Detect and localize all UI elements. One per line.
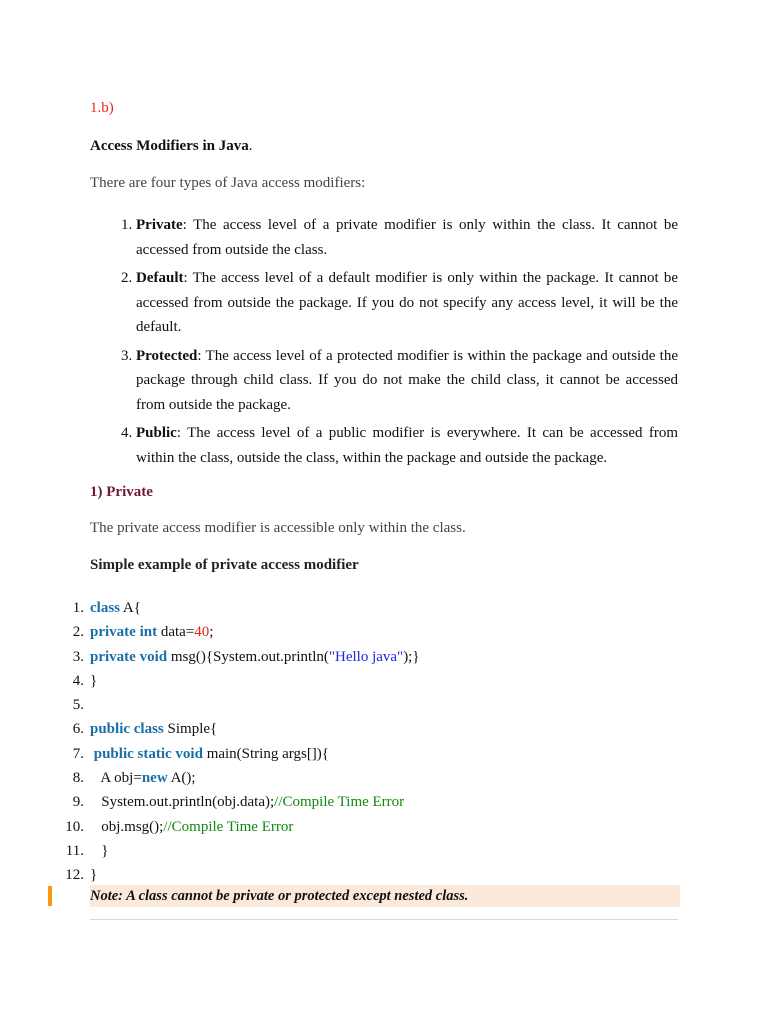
code-text bbox=[90, 669, 97, 693]
code-token: obj.msg(); bbox=[90, 818, 164, 835]
code-text bbox=[90, 742, 329, 766]
code-token: private int bbox=[90, 624, 158, 641]
code-text bbox=[90, 620, 213, 644]
code-line bbox=[0, 839, 700, 863]
code-token: A obj= bbox=[90, 770, 142, 787]
code-token: A(); bbox=[167, 770, 196, 787]
code-token: public static void bbox=[93, 745, 203, 762]
code-token: } bbox=[90, 672, 98, 689]
horizontal-divider bbox=[90, 919, 678, 920]
line-number: 4. bbox=[72, 672, 84, 689]
code-text bbox=[90, 596, 141, 620]
intro-text: There are four types of Java access modifiers: bbox=[90, 175, 366, 191]
code-token: public class bbox=[90, 721, 164, 738]
code-token: Simple{ bbox=[163, 721, 218, 738]
code-token: A{ bbox=[120, 600, 141, 616]
code-token: 40 bbox=[194, 624, 210, 641]
code-token: data= bbox=[157, 624, 195, 641]
modifier-term: Public bbox=[136, 425, 177, 441]
section-title: 1) Private bbox=[90, 484, 153, 500]
code-line bbox=[0, 863, 700, 887]
modifier-description: : The access level of a protected modifier is within the package and outside the package through child class. If you do not make the child class, it cannot be accessed from outside the package. bbox=[136, 347, 678, 413]
code-text bbox=[90, 863, 97, 887]
code-line bbox=[0, 645, 700, 669]
code-token: "Hello java" bbox=[328, 648, 404, 665]
code-text bbox=[90, 645, 420, 669]
code-token: ; bbox=[209, 624, 214, 641]
code-line bbox=[0, 620, 700, 644]
modifiers-list bbox=[90, 213, 678, 474]
code-block bbox=[0, 596, 700, 888]
line-number: 1. bbox=[72, 600, 84, 616]
line-number: 5. bbox=[72, 697, 84, 714]
code-token: //Compile Time Error bbox=[163, 818, 294, 835]
code-line bbox=[0, 790, 700, 814]
code-text bbox=[90, 790, 404, 814]
code-line bbox=[0, 766, 700, 790]
modifier-term: Default bbox=[136, 270, 184, 286]
code-token: private void bbox=[90, 648, 168, 665]
code-token: } bbox=[90, 867, 98, 884]
line-number: 7. bbox=[72, 745, 84, 762]
section-subtitle: Simple example of private access modifier bbox=[90, 557, 359, 573]
code-token: class bbox=[90, 600, 120, 616]
page-title bbox=[90, 138, 252, 155]
title-period: . bbox=[248, 138, 253, 154]
line-number: 11. bbox=[65, 842, 84, 859]
title-text: Access Modifiers in Java bbox=[90, 138, 249, 154]
line-number: 9. bbox=[72, 794, 84, 811]
code-line bbox=[0, 693, 700, 717]
code-line bbox=[0, 717, 700, 741]
code-line bbox=[0, 742, 700, 766]
code-text bbox=[90, 839, 108, 863]
modifier-description: : The access level of a default modifier is only within the package. It cannot be accessed from outside the package. If you do not specify any access level, it will be the default. bbox=[136, 270, 678, 335]
list-item bbox=[136, 266, 678, 340]
line-number: 2. bbox=[72, 624, 84, 641]
line-number: 10. bbox=[65, 818, 84, 835]
code-token: //Compile Time Error bbox=[274, 794, 405, 811]
line-number: 8. bbox=[72, 770, 84, 787]
note-accent-bar bbox=[48, 886, 52, 906]
list-item bbox=[136, 344, 678, 418]
line-number: 3. bbox=[72, 648, 84, 665]
code-token: main(String args[]){ bbox=[202, 745, 330, 762]
code-token: System.out.println(obj.data); bbox=[90, 794, 275, 811]
code-line bbox=[0, 815, 700, 839]
code-text bbox=[90, 766, 196, 790]
modifier-description: : The access level of a private modifier is only within the class. It cannot be accessed from outside the class. bbox=[136, 217, 678, 258]
question-number: 1.b) bbox=[90, 100, 114, 116]
code-token: } bbox=[90, 842, 109, 859]
line-number: 6. bbox=[72, 721, 84, 738]
code-token: msg(){System.out.println( bbox=[167, 648, 329, 665]
code-token: );} bbox=[403, 648, 420, 665]
list-item bbox=[136, 421, 678, 470]
note-box: Note: A class cannot be private or protected except nested class. bbox=[90, 885, 680, 907]
code-line bbox=[0, 669, 700, 693]
line-number: 12. bbox=[65, 867, 84, 884]
modifier-description: : The access level of a public modifier is everywhere. It can be accessed from within the class, outside the class, within the package and outside the package. bbox=[136, 425, 678, 466]
code-line bbox=[0, 596, 700, 620]
code-text bbox=[90, 717, 217, 741]
code-token: new bbox=[141, 770, 168, 787]
modifier-term: Protected bbox=[136, 347, 198, 364]
code-text bbox=[90, 815, 293, 839]
list-item bbox=[136, 213, 678, 262]
modifier-term: Private bbox=[136, 217, 183, 233]
section-text: The private access modifier is accessible only within the class. bbox=[90, 520, 466, 536]
